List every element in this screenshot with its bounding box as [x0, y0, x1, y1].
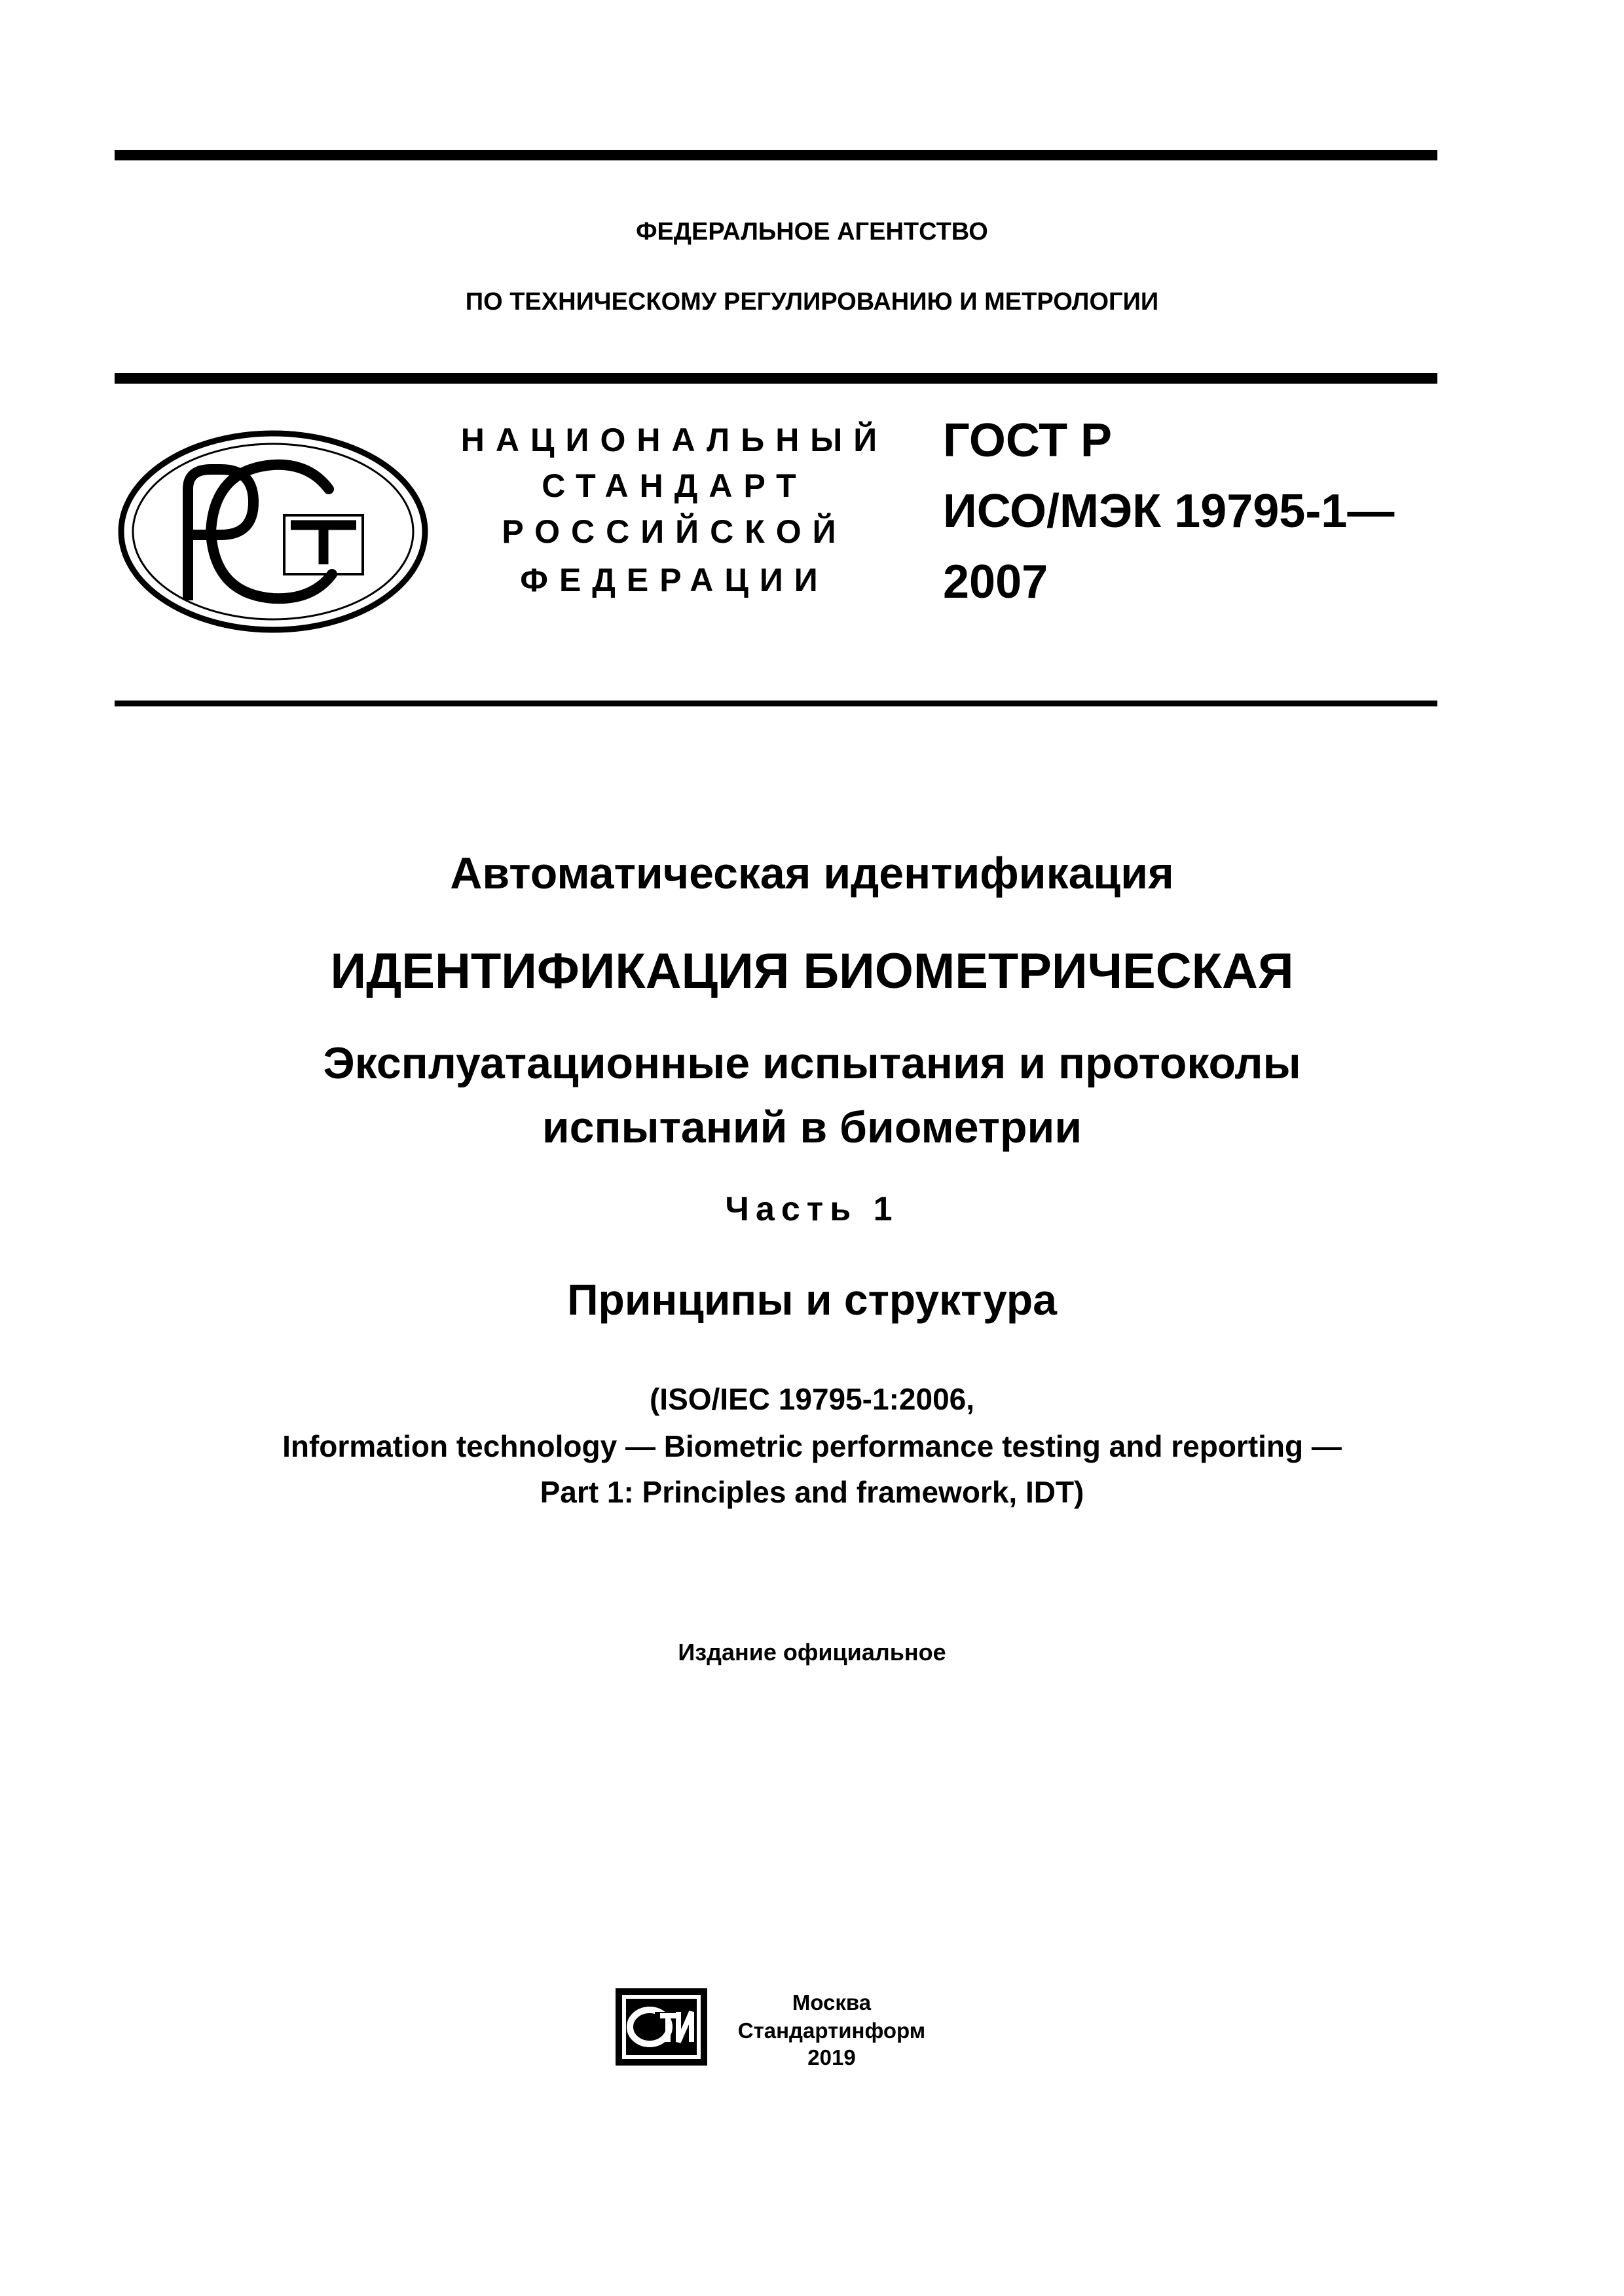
publisher-year: 2019 — [807, 2045, 856, 2069]
part-title: Принципы и структура — [567, 1275, 1057, 1324]
title-caps: ИДЕНТИФИКАЦИЯ БИОМЕТРИЧЕСКАЯ — [330, 943, 1294, 999]
publisher-name: Стандартинформ — [737, 2018, 926, 2043]
original-ref-line-2: Information technology — Biometric performance testing and reporting — — [282, 1429, 1342, 1463]
top-rule — [115, 150, 1437, 160]
original-ref-line-3: Part 1: Principles and framework, IDT) — [540, 1475, 1084, 1509]
title-main: Автоматическая идентификация — [450, 848, 1174, 898]
national-standard-line-1: НАЦИОНАЛЬНЫЙ — [460, 422, 889, 458]
gost-designation-line-2: ИСО/МЭК 19795-1— — [943, 485, 1395, 538]
standartinform-logo-icon — [616, 1988, 707, 2066]
title-sub-line-2: испытаний в биометрии — [542, 1102, 1082, 1152]
agency-line-1: ФЕДЕРАЛЬНОЕ АГЕНТСТВО — [636, 218, 988, 246]
part-number: Часть 1 — [725, 1190, 899, 1228]
gost-designation-line-3: 2007 — [943, 556, 1048, 608]
rst-logo-icon — [113, 427, 434, 636]
edition-label: Издание официальное — [678, 1639, 946, 1666]
gost-designation-line-1: ГОСТ Р — [943, 414, 1113, 467]
publisher-city: Москва — [792, 1990, 872, 2014]
designation-rule — [115, 701, 1437, 706]
agency-line-2: ПО ТЕХНИЧЕСКОМУ РЕГУЛИРОВАНИЮ И МЕТРОЛОГИИ — [465, 288, 1159, 316]
national-standard-line-4: ФЕДЕРАЦИИ — [520, 562, 829, 598]
national-standard-line-2: СТАНДАРТ — [542, 467, 807, 504]
title-sub-line-1: Эксплуатационные испытания и протоколы — [323, 1038, 1301, 1088]
header-rule — [115, 373, 1437, 384]
national-standard-line-3: РОССИЙСКОЙ — [502, 513, 847, 550]
original-ref-line-1: (ISO/IEC 19795-1:2006, — [649, 1382, 975, 1416]
